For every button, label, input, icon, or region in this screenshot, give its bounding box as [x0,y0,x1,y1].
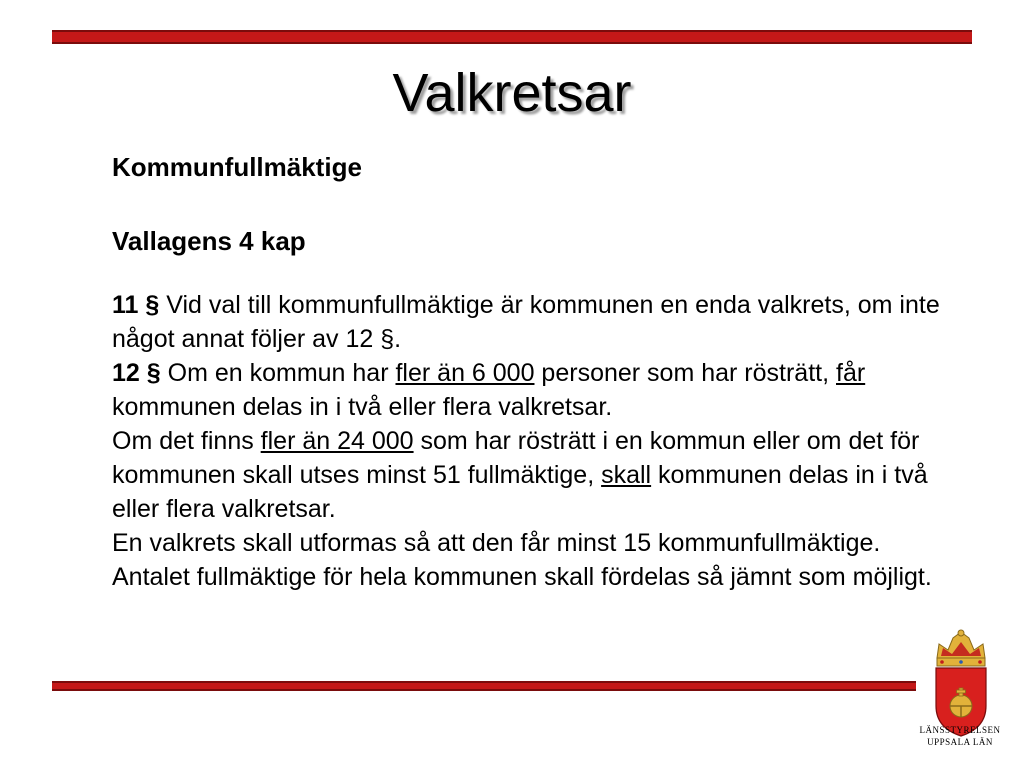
section-12-text-a: Om en kommun har [160,359,396,387]
slide-title: Valkretsar [392,63,632,123]
heading-kommunfullmaktige: Kommunfullmäktige [112,152,362,182]
section-12-text-c: kommunen delas in i två eller flera valkretsar. [112,393,613,421]
paragraph-12 [112,356,942,424]
p2-text-b: som har rösträtt i en kommun eller om det för kommunen skall utses minst 51 fullmäktige, [112,427,920,489]
heading-vallagen: Vallagens 4 kap [112,226,306,256]
bottom-divider-bar [52,681,916,691]
section-12-text-b: personer som har rösträtt, [534,359,836,387]
paragraph-antalet: Antalet fullmäktige för hela kommunen skall fördelas så jämnt som möjligt. [112,563,932,591]
section-11-text: Vid val till kommunfullmäktige är kommunen en enda valkrets, om inte något annat följer av 12 §. [112,291,940,353]
top-divider-bar [52,30,972,44]
p2-underline-1: fler än 24 000 [260,427,414,455]
crown-icon [937,630,985,666]
section-11-label: 11 § [112,291,160,319]
p2-underline-2: skall [601,461,652,489]
p2-text-a: Om det finns [112,427,261,455]
slide-body [112,150,942,594]
paragraph-24000 [112,424,942,526]
paragraph-valkrets: En valkrets skall utformas så att den får minst 15 kommunfullmäktige. [112,529,881,557]
paragraph-11 [112,288,942,356]
p2-text-c: kommunen delas in i två eller flera valkretsar. [112,461,928,523]
logo-line-2: UPPSALA LÄN [927,737,993,747]
logo-line-1: LÄNSSTYRELSEN [919,725,1001,735]
section-12-underline-2: får [836,359,866,387]
logo-caption [900,724,1020,748]
section-12-underline-1: fler än 6 000 [395,359,535,387]
section-12-label: 12 § [112,359,161,387]
